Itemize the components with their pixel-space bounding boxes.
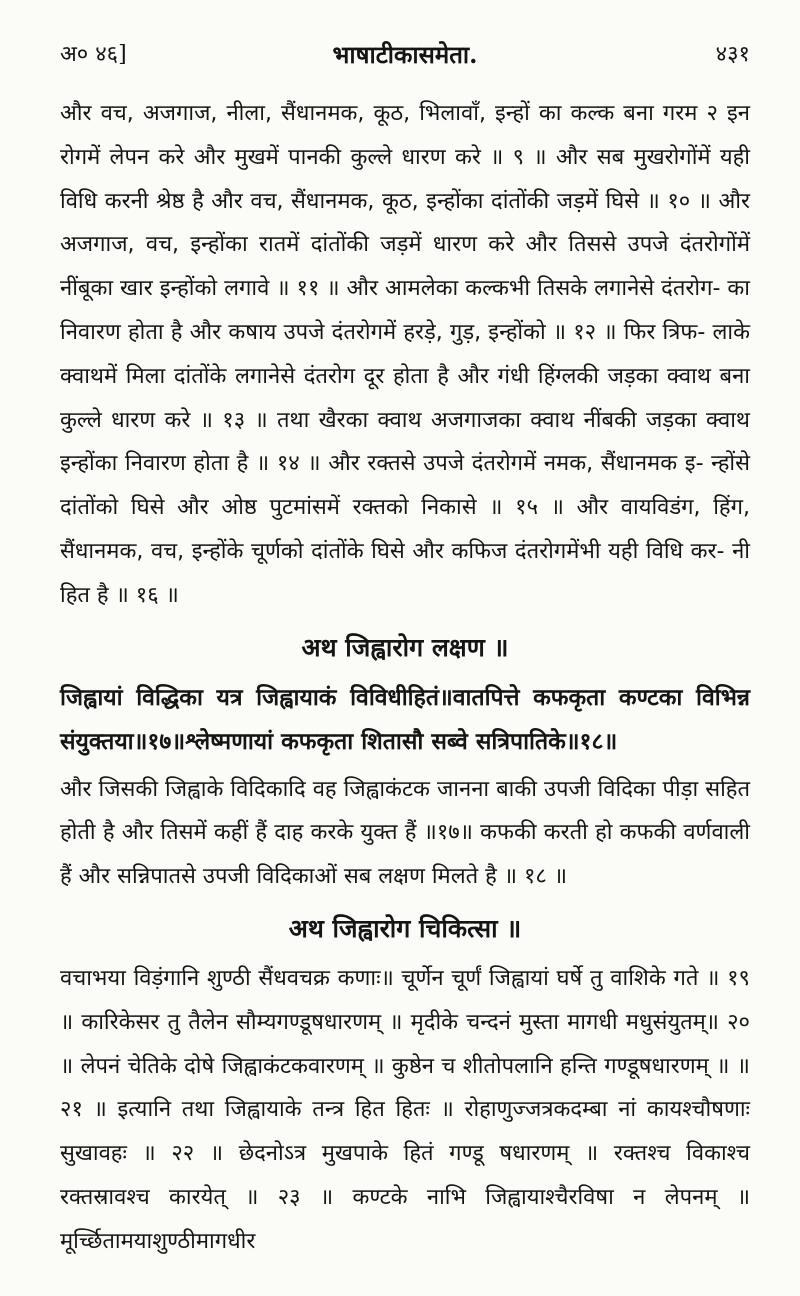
treatment-verses: वचाभया विड़ंगानि शुण्ठी सैंधवचक्र कणाः॥ चूर्णेन चूर्णं जिह्वायां घर्षे तु वाशिके गते ॥ १९ ॥ कारिकेसर तु तैलेन सौम्यगण्डूषधारणम् ॥ मृदीके चन्दनं मुस्ता मागधी मधुसंयुतम्॥ २० ॥ लेपनं चेतिके दोषे जिह्वाकंटकवारणम् ॥ कुष्ठेन च शीतोपलानि हन्ति गण्डूषधारणम् ॥ ॥ २१ ॥ इत्यानि तथा जिह्वायाके तन्त्र हित हितः ॥ रोहाणुज्जत्रकदम्बा नां कायश्चौषणाः सुखावहः ॥ २२ ॥ छेदनोऽत्र मुखपाके हितं गण्डू षधारणम् ॥ रक्तश्च विकाश्च रक्तस्रावश्च कारयेत् ॥ २३ ॥ कण्टके नाभि जिह्वायाश्चैरविषा न लेपनम् ॥ मूर्च्छितामयाशुण्ठीमागधीर	[60, 965, 751, 1254]
page-number: ४३१	[715, 42, 750, 67]
running-title: भाषाटीकासमेता.	[332, 40, 478, 69]
page-section-marker: अ० ४६]	[60, 42, 127, 67]
sanskrit-verse: जिह्वायां विद्धिका यत्र जिह्वायाकं विविधीहितं॥वातपित्ते कफकृता कण्टका विभिन्न संयुक्तया॥१७॥श्लेष्मणायां कफकृता शितासौ सब्वे सत्रिपातिके॥१८॥	[60, 684, 750, 755]
page-body	[60, 92, 750, 1264]
page-header	[60, 38, 750, 78]
treatment-paragraph: और वच, अजगाज, नीला, सैंधानमक, कूठ, भिलावाँ, इन्हों का कल्क बना गरम २ इन रोगमें लेपन करे और मुखमें पानकी कुल्ले धारण करे ॥ ९ ॥ और सब मुखरोगोंमें यही विधि करनी श्रेष्ठ है और वच, सैंधानमक, कूठ, इन्होंका दांतोंकी जड़में घिसे ॥ १० ॥ और अजगाज, वच, इन्होंका रातमें दांतोंकी जड़में धारण करे और तिससे उपजे दंतरोगोंमें नींबूका खार इन्होंको लगावे ॥ ११ ॥ और आमलेका कल्कभी तिसके लगानेसे दंतरोग- का निवारण होता है और कषाय उपजे दंतरोगमें हरड़े, गुड़, इन्होंको ॥ १२ ॥ फिर त्रिफ- लाके क्वाथमें मिला दांतोंके लगानेसे दंतरोग दूर होता है और गंधी हिंग्लकी जड़का क्वाथ बना कुल्ले धारण करे ॥ १३ ॥ तथा खैरका क्वाथ अजगाजका क्वाथ नींबकी जड़का क्वाथ इन्होंका निवारण होता है ॥ १४ ॥ और रक्तसे उपजे दंतरोगमें नमक, सैंधानमक इ- न्होंसे दांतोंको घिसे और ओष्ठ पुटमांसमें रक्तको निकासे ॥ १५ ॥ और वायविडंग, हिंग, सैंधानमक, वच, इन्होंके चूर्णको दांतोंके घिसे और कफिज दंतरोगमेंभी यही विधि कर- नी हित है ॥ १६ ॥	[60, 101, 750, 608]
section-heading-tongue-disease-treatment: अथ जिह्वारोग चिकित्सा ॥	[288, 913, 522, 943]
symptoms-paragraph: और जिसकी जिह्वाके विदिकादि वह जिह्वाकंटक जानना बाकी उपजी विदिका पीड़ा सहित होती है और तिसमें कहीं हैं दाह करके युक्त हैं ॥१७॥ कफकी करती हो कफकी वर्णवाली हैं और सन्निपातसे उपजी विदिकाओं सब लक्षण मिलते है ॥ १८ ॥	[60, 776, 750, 890]
section-heading-tongue-disease-symptoms: अथ जिह्वारोग लक्षण ॥	[301, 632, 509, 662]
